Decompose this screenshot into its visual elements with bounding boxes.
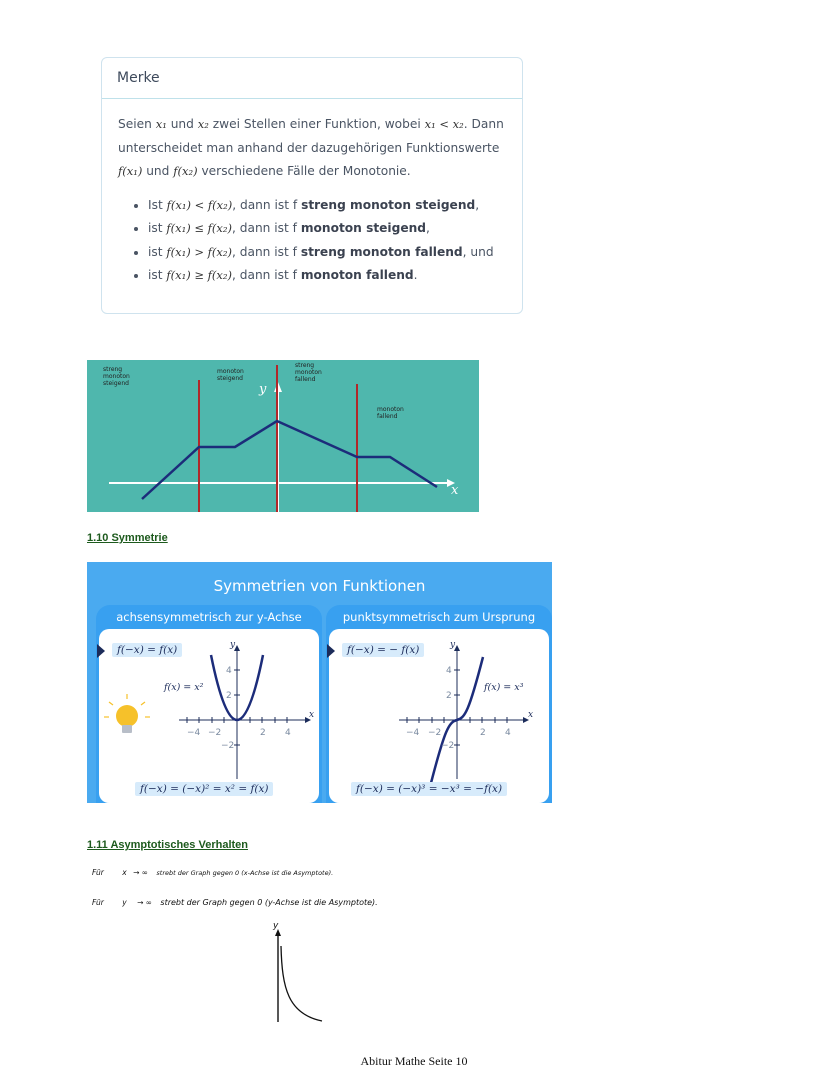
label-monoton-fallend: monoton fallend [377, 406, 404, 420]
axis-label-x: x [528, 710, 534, 720]
tick-label: 4 [285, 728, 291, 738]
tick-label: −4 [187, 728, 201, 738]
lightbulb-icon [104, 694, 150, 733]
math-fx1: f(x₁) [118, 164, 143, 178]
merke-title: Merke [102, 58, 522, 99]
axis-label-y: y [273, 921, 279, 931]
intro-text: zwei Stellen einer Funktion, wobei [212, 117, 421, 131]
axis-label-x: x [309, 710, 315, 720]
label-streng-monoton-steigend: streng monoton steigend [103, 366, 130, 387]
tick-label: −2 [428, 728, 442, 738]
section-heading-asymptote: 1.11 Asymptotisches Verhalten [87, 839, 248, 851]
section-heading-symmetrie: 1.10 Symmetrie [87, 532, 168, 544]
note-text: y [122, 898, 127, 907]
panel-punktsymmetrisch [326, 605, 552, 803]
list-item: • ist f(x₁) ≥ f(x₂), dann ist f monoton fallend. [148, 264, 506, 288]
merke-intro [118, 113, 506, 184]
intro-text: und [146, 164, 170, 178]
note-text: → ∞ [133, 868, 149, 877]
tick-label: 2 [480, 728, 486, 738]
panel-heading: achsensymmetrisch zur y-Achse [116, 610, 302, 624]
tick-label: 4 [226, 666, 232, 676]
note-text: strebt der Graph gegen 0 (y-Achse ist die Asymptote). [160, 898, 378, 907]
list-item: • ist f(x₁) > f(x₂), dann ist f streng monoton fallend, und [148, 241, 506, 265]
panel-body [329, 629, 549, 803]
chevron-right-icon [327, 644, 335, 658]
note-text: Für [92, 898, 104, 907]
intro-text: Seien [118, 117, 152, 131]
function-label: f(x) = x² [164, 682, 204, 693]
symmetry-title: Symmetrien von Funktionen [213, 577, 426, 595]
tick-label: 4 [505, 728, 511, 738]
function-curve [142, 421, 437, 499]
tick-label: −2 [208, 728, 222, 738]
note-text: → ∞ [137, 898, 153, 907]
panel-heading: punktsymmetrisch zum Ursprung [342, 610, 536, 624]
math-x1: x₁ [155, 117, 167, 131]
function-label: f(x) = x³ [484, 682, 524, 693]
axis-label-x: x [451, 483, 459, 498]
asymptote-sketch [262, 918, 332, 1028]
intro-text: und [170, 117, 194, 131]
axis-label-y: y [450, 640, 456, 650]
bottom-formula: f(−x) = (−x)³ = −x³ = −f(x) [351, 782, 507, 796]
rule-formula: f(−x) = − f(x) [342, 643, 424, 657]
chevron-right-icon [97, 644, 105, 658]
intro-text: verschiedene Fälle der Monotonie. [201, 164, 411, 178]
note-text: Für [92, 868, 104, 877]
note-text: x [122, 868, 127, 877]
page-footer: Abitur Mathe Seite 10 [360, 1054, 468, 1068]
tick-label: 2 [260, 728, 266, 738]
rule-formula: f(−x) = f(x) [112, 643, 182, 657]
tick-label: −2 [221, 741, 235, 751]
axis-label-y: y [259, 382, 267, 397]
symmetry-figure [87, 562, 552, 803]
label-monoton-steigend: monoton steigend [217, 368, 244, 382]
asymptote-curve [281, 946, 322, 1021]
merke-box [101, 57, 523, 314]
math-x2: x₂ [197, 117, 209, 131]
merke-body [102, 99, 522, 288]
tick-label: −4 [406, 728, 420, 738]
tick-label: 4 [446, 666, 452, 676]
monotonie-list [118, 194, 506, 288]
note-text: strebt der Graph gegen 0 (x-Achse ist die Asymptote). [156, 869, 334, 877]
intro-text: . Dann unterscheidet man anhand der dazugehörigen Funktionswerte [118, 117, 504, 155]
asymptote-note-1 [92, 868, 333, 877]
list-item: • ist f(x₁) ≤ f(x₂), dann ist f monoton steigend, [148, 217, 506, 241]
tick-label: 2 [226, 691, 232, 701]
math-fx2: f(x₂) [173, 164, 198, 178]
tick-label: 2 [446, 691, 452, 701]
tick-label: −2 [441, 741, 455, 751]
panel-body [99, 629, 319, 803]
asymptote-note-2 [92, 898, 378, 907]
monotonie-figure [87, 360, 479, 512]
label-streng-monoton-fallend: streng monoton fallend [295, 362, 322, 383]
axis-label-y: y [230, 640, 236, 650]
panel-achsensymmetrisch [96, 605, 322, 803]
math-inequality: x₁ < x₂ [424, 117, 464, 131]
bottom-formula: f(−x) = (−x)² = x² = f(x) [135, 782, 273, 796]
list-item: • Ist f(x₁) < f(x₂), dann ist f streng monoton steigend, [148, 194, 506, 218]
